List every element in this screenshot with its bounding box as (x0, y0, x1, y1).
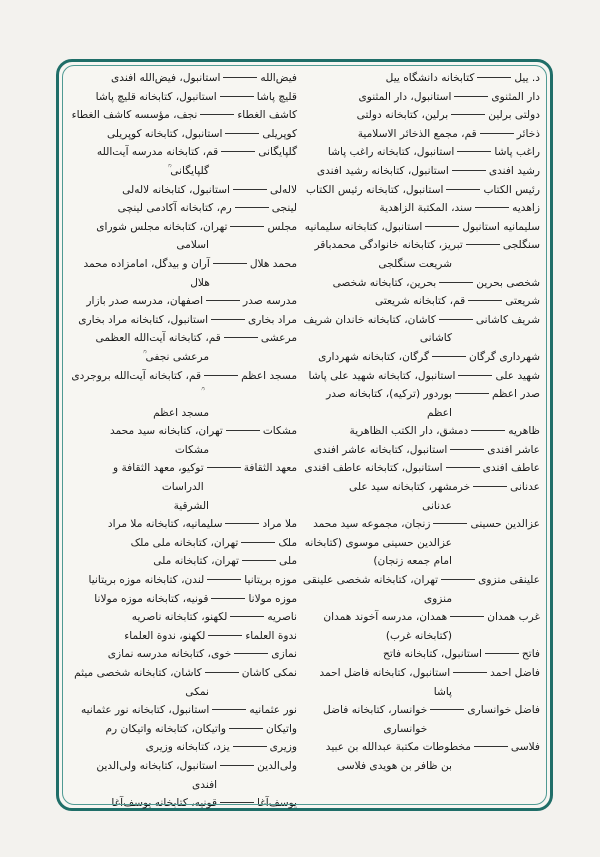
abbreviation-key: رشید افندی (488, 164, 540, 177)
abbreviation-value: استانبول، کتابخانه شهید علی پاشا (308, 369, 456, 382)
abbreviation-value: تهران، کتابخانه شخصی علینقی (302, 574, 439, 587)
leader-dash (439, 319, 473, 320)
leader-dash (432, 356, 466, 357)
abbreviation-key: ملی (278, 555, 297, 568)
abbreviation-value: استانبول، دار المثنوی (358, 90, 452, 103)
abbreviation-key: ندوة العلماء (245, 629, 297, 642)
abbreviation-value: استانبول، کتابخانه کوپریلی (106, 127, 223, 140)
abbreviation-entry (302, 311, 540, 330)
abbreviation-entry (302, 478, 540, 497)
abbreviation-value: قم، کتابخانه آیت‌الله بروجردی (71, 369, 202, 382)
abbreviation-key: عاشر افندی (487, 443, 540, 456)
abbreviation-key: راغب پاشا (494, 146, 540, 159)
leader-dash (453, 672, 487, 673)
abbreviation-entry (302, 459, 540, 478)
abbreviation-value: استانبول، کتابخانه قلیچ پاشا (95, 90, 217, 103)
right-column (302, 69, 540, 802)
abbreviation-value: استانبول، کتابخانه فاتح (383, 648, 482, 661)
abbreviation-key: فاضل احمد (490, 667, 540, 679)
leader-dash (211, 319, 245, 320)
abbreviation-key: شریف کاشانی (475, 313, 540, 326)
leader-dash (446, 467, 480, 468)
leader-dash (477, 77, 511, 78)
leader-dash (233, 746, 267, 747)
abbreviation-key: مسجد اعظم (241, 369, 297, 382)
abbreviation-key: ظاهریه (508, 425, 540, 438)
abbreviation-key: ولی‌الدین (257, 759, 297, 772)
entry-continuation: (کتابخانه غرب) (385, 629, 452, 642)
leader-dash (230, 616, 264, 617)
abbreviation-entry (70, 664, 297, 683)
abbreviation-entry (302, 181, 540, 200)
leader-dash (458, 375, 492, 376)
abbreviation-value: قم، کتابخانه شریعتی (375, 295, 466, 308)
entry-continuation: مسجد اعظم (153, 406, 209, 419)
abbreviation-value: استانبول، کتابخانه فاضل احمد (319, 667, 451, 679)
abbreviation-entry (70, 69, 297, 88)
abbreviation-value: استانبول، کتابخانه نور عثمانیه (80, 704, 210, 717)
abbreviation-value: قونیه، کتابخانه یوسف‌آغا (111, 797, 218, 810)
abbreviation-entry (70, 590, 297, 609)
abbreviation-entry (302, 367, 540, 386)
leader-dash (474, 746, 508, 747)
leader-dash (450, 616, 484, 617)
abbreviation-entry (302, 422, 540, 441)
abbreviation-key: مراد بخاری (248, 313, 297, 326)
abbreviation-value: تهران، کتابخانه ملی ملک (130, 536, 239, 549)
abbreviation-key: ملک (278, 536, 297, 549)
abbreviation-value: کتابخانه دانشگاه ییل (385, 72, 475, 84)
leader-dash (206, 300, 240, 301)
leader-dash (450, 449, 484, 450)
entry-continuation: منزوی (423, 592, 452, 605)
abbreviation-entry (302, 738, 540, 757)
leader-dash (230, 226, 264, 227)
abbreviation-key: محمد هلال (249, 257, 297, 270)
abbreviation-value: قونیه، کتابخانه موزه مولانا (94, 592, 209, 605)
abbreviation-key: کوپریلی (262, 127, 297, 140)
abbreviation-key: مشکات (262, 425, 297, 438)
abbreviation-value: یزد، کتابخانه وزیری (145, 741, 230, 754)
abbreviation-key: مجلس (267, 220, 297, 233)
leader-dash (468, 300, 502, 301)
left-column (70, 69, 297, 810)
abbreviation-value: استانبول، فیض‌الله افندی (111, 72, 221, 84)
entry-continuation: عزالدین حسینی موسوی (کتابخانه (304, 536, 452, 549)
abbreviation-value: برلین، کتابخانه دولتی (356, 109, 449, 122)
abbreviation-key: قلیچ پاشا (256, 90, 297, 103)
abbreviation-key: فیض‌الله (260, 72, 297, 84)
abbreviation-entry (302, 571, 540, 590)
entry-continuation: شریعت سنگلجی (378, 257, 452, 270)
entry-continuation: نمکی (185, 685, 209, 698)
abbreviation-entry (302, 385, 540, 422)
abbreviation-entry (70, 794, 297, 813)
abbreviation-entry (302, 515, 540, 534)
leader-dash (485, 653, 519, 654)
leader-dash (233, 189, 267, 190)
leader-dash (207, 467, 241, 468)
abbreviation-value: استانبول، کتابخانه سلیمانیه (304, 220, 423, 233)
leader-dash (466, 244, 500, 245)
leader-dash (425, 226, 459, 227)
leader-dash (224, 337, 258, 338)
abbreviation-entry (302, 162, 540, 181)
abbreviations-frame (56, 59, 553, 811)
abbreviation-key: شخصی بحرین (476, 276, 540, 289)
abbreviation-entry (70, 181, 297, 200)
abbreviation-value: استانبول، کتابخانه رشید افندی (316, 164, 449, 177)
abbreviation-key: نمازی (271, 648, 297, 661)
leader-dash (211, 598, 245, 599)
abbreviation-key: وزیری (269, 741, 297, 754)
abbreviation-key: ملا مراد (262, 518, 297, 531)
abbreviation-value: استانبول، کتابخانه عاطف افندی (304, 462, 443, 475)
entry-continuation: کاشانی (419, 332, 452, 345)
abbreviation-key: سلیمانیه استانبول (462, 220, 540, 233)
abbreviation-entry (70, 292, 297, 311)
abbreviation-value: قم، کتابخانه آیت‌الله العظمی (95, 332, 221, 345)
abbreviation-entry (302, 125, 540, 144)
abbreviation-value: لندن، کتابخانه موزه بریتانیا (88, 574, 205, 587)
leader-dash (441, 579, 475, 580)
abbreviation-value: واتیکان، کتابخانه واتیکان رم (105, 722, 226, 735)
entry-continuation: گلپایگانی ؒ (167, 164, 209, 177)
abbreviation-key: موزه بریتانیا (244, 574, 297, 587)
abbreviation-key: یوسف‌آغا (257, 797, 297, 810)
leader-dash (241, 542, 275, 543)
leader-dash (220, 96, 254, 97)
abbreviation-value: رم، کتابخانه آکادمی لینچی (117, 202, 232, 215)
leader-dash (208, 635, 242, 636)
abbreviation-value: استانبول، کتابخانه رئیس الکتاب (306, 183, 444, 196)
abbreviation-value: تبریز، کتابخانه خانوادگی محمدباقر (314, 239, 463, 252)
abbreviation-value: استانبول، کتابخانه مراد بخاری (78, 313, 209, 326)
abbreviation-key: رئیس الکتاب (483, 183, 540, 196)
abbreviation-entry (70, 367, 297, 404)
abbreviation-key: فاضل خوانساری (467, 704, 540, 717)
entry-continuation: مشکات (174, 443, 209, 456)
abbreviation-key: صدر اعظم (491, 388, 540, 401)
abbreviation-key: د. ییل (514, 72, 540, 84)
abbreviation-entry (70, 738, 297, 757)
leader-dash (200, 114, 234, 115)
leader-dash (433, 523, 467, 524)
abbreviation-entry (302, 292, 540, 311)
abbreviation-entry (302, 199, 540, 218)
abbreviation-key: فلاسی (510, 741, 540, 754)
abbreviation-key: معهد الثقافة (243, 462, 297, 475)
leader-dash (234, 653, 268, 654)
abbreviation-value: آران و بیدگل، امامزاده محمد هلال (83, 257, 210, 289)
abbreviation-entry (70, 571, 297, 590)
abbreviation-entry (302, 701, 540, 738)
leader-dash (451, 114, 485, 115)
leader-dash (242, 560, 276, 561)
abbreviation-key: شریعتی (505, 295, 540, 308)
abbreviation-key: لینجی (271, 202, 297, 215)
leader-dash (454, 96, 488, 97)
leader-dash (220, 765, 254, 766)
abbreviation-entry (302, 88, 540, 107)
abbreviation-entry (302, 236, 540, 255)
leader-dash (225, 523, 259, 524)
abbreviation-value: خوانسار، کتابخانه فاضل خوانساری (323, 704, 428, 735)
abbreviation-value: کاشان، کتابخانه شخصی میثم (74, 667, 202, 679)
entry-continuation: اسلامی (176, 239, 209, 252)
abbreviation-value: خرمشهر، کتابخانه سید علی (348, 481, 471, 494)
abbreviation-key: شهید علی (495, 369, 540, 382)
abbreviation-key: ذخائر (516, 127, 540, 140)
leader-dash (213, 263, 247, 264)
abbreviation-key: ناصریه (267, 611, 297, 624)
abbreviation-value: نجف، مؤسسه کاشف الغطاء (71, 109, 198, 122)
entry-continuation: الشرقیة (173, 499, 209, 512)
abbreviation-entry (302, 664, 540, 683)
abbreviation-entry (70, 701, 297, 720)
abbreviation-key: عدنانی (510, 481, 540, 494)
abbreviation-value: استانبول، کتابخانه ولی‌الدین افندی (96, 759, 218, 791)
abbreviation-entry (70, 645, 297, 664)
leader-dash (223, 77, 257, 78)
abbreviation-entry (70, 534, 297, 553)
abbreviation-entry (70, 608, 297, 627)
leader-dash (471, 430, 505, 431)
abbreviation-entry (70, 627, 297, 646)
abbreviation-entry (70, 720, 297, 739)
abbreviation-value: توکیو، معهد الثقافة و الدراسات (113, 462, 204, 494)
abbreviation-entry (70, 552, 297, 571)
entry-continuation: امام جمعه زنجان) (373, 555, 452, 568)
abbreviation-value: کاشان، کتابخانه خاندان شریف (303, 313, 436, 326)
abbreviation-entry (70, 311, 297, 330)
abbreviation-entry (70, 88, 297, 107)
abbreviation-key: گلپایگانی (258, 146, 297, 159)
entry-continuation: بن ظافر بن هویدی فلاسی (336, 759, 452, 772)
abbreviation-key: زاهدیه (512, 202, 540, 215)
abbreviation-value: اصفهان، مدرسه صدر بازار (86, 295, 204, 308)
abbreviation-entry (302, 608, 540, 627)
abbreviation-value: بحرین، کتابخانه شخصی (332, 276, 437, 289)
leader-dash (204, 375, 238, 376)
abbreviation-value: زنجان، مجموعه سید محمد (313, 518, 431, 531)
abbreviation-key: عزالدین حسینی (470, 518, 540, 531)
abbreviation-entry (70, 757, 297, 794)
abbreviation-entry (302, 143, 540, 162)
entry-continuation: عدنانی (422, 499, 452, 512)
abbreviation-entry (302, 274, 540, 293)
abbreviation-value: سلیمانیه، کتابخانه ملا مراد (107, 518, 223, 531)
abbreviation-key: غرب همدان (487, 611, 540, 624)
abbreviation-value: مخطوطات مکتبة عبدالله بن عبید (325, 741, 471, 754)
abbreviation-key: نمکی کاشان (241, 667, 297, 679)
leader-dash (475, 207, 509, 208)
abbreviation-value: استانبول، کتابخانه لاله‌لی (122, 183, 230, 196)
abbreviation-value: لکهنو، کتابخانه ناصریه (131, 611, 228, 624)
abbreviation-value: قم، مجمع الذخائر الاسلامیة (357, 127, 477, 140)
abbreviation-key: مدرسه صدر (243, 295, 297, 308)
abbreviation-value: استانبول، کتابخانه راغب پاشا (327, 146, 455, 159)
abbreviation-key: علینقی منزوی (478, 574, 540, 587)
abbreviation-key: نور عثمانیه (249, 704, 297, 717)
abbreviation-entry (70, 106, 297, 125)
abbreviation-entry (70, 199, 297, 218)
leader-dash (205, 672, 239, 673)
leader-dash (439, 282, 473, 283)
abbreviation-key: دار المثنوی (491, 90, 540, 103)
abbreviation-key: موزه مولانا (248, 592, 297, 605)
abbreviation-value: سند، المکتبة الزاهدیة (379, 202, 473, 215)
abbreviation-value: قم، کتابخانه مدرسه آیت‌الله (96, 146, 219, 159)
abbreviation-value: استانبول، کتابخانه عاشر افندی (313, 443, 448, 456)
abbreviation-value: تهران، کتابخانه ملی (153, 555, 239, 568)
abbreviation-entry (302, 69, 540, 88)
leader-dash (480, 133, 514, 134)
leader-dash (226, 430, 260, 431)
leader-dash (473, 486, 507, 487)
entry-continuation: پاشا (433, 685, 452, 698)
abbreviation-entry (302, 645, 540, 664)
abbreviation-key: فاتح (521, 648, 540, 661)
abbreviation-entry (302, 348, 540, 367)
leader-dash (430, 709, 464, 710)
abbreviation-value: گرگان، کتابخانه شهرداری (318, 350, 430, 363)
abbreviation-key: واتیکان (265, 722, 297, 735)
abbreviation-key: مرعشی (260, 332, 297, 345)
abbreviation-key: لاله‌لی (269, 183, 297, 196)
abbreviation-entry (70, 515, 297, 534)
abbreviation-value: همدان، مدرسه آخوند همدان (323, 611, 448, 624)
leader-dash (235, 207, 269, 208)
abbreviation-entry (70, 143, 297, 162)
leader-dash (452, 170, 486, 171)
abbreviation-value: بوردور (ترکیه)، کتابخانه صدر اعظم (326, 388, 452, 419)
abbreviation-key: کاشف الغطاء (237, 109, 297, 122)
leader-dash (225, 133, 259, 134)
abbreviation-key: شهرداری گرگان (469, 350, 540, 363)
abbreviation-key: سنگلجی (502, 239, 540, 252)
abbreviation-entry (302, 441, 540, 460)
abbreviation-value: تهران، کتابخانه سید محمد (109, 425, 223, 438)
abbreviation-value: تهران، کتابخانه مجلس شورای (96, 220, 228, 233)
abbreviation-value: لکهنو، ندوة العلماء (124, 629, 206, 642)
abbreviation-value: دمشق، دار الکتب الظاهریة (349, 425, 469, 438)
abbreviation-entry (70, 422, 297, 441)
leader-dash (455, 393, 489, 394)
abbreviation-entry (70, 255, 297, 292)
abbreviation-key: عاطف افندی (482, 462, 540, 475)
abbreviation-entry (70, 459, 297, 496)
abbreviation-entry (70, 218, 297, 237)
abbreviation-entry (302, 218, 540, 237)
abbreviation-entry (302, 106, 540, 125)
leader-dash (446, 189, 480, 190)
leader-dash (220, 802, 254, 803)
leader-dash (221, 151, 255, 152)
leader-dash (207, 579, 241, 580)
leader-dash (457, 151, 491, 152)
leader-dash (212, 709, 246, 710)
leader-dash (229, 728, 263, 729)
abbreviation-key: دولتی برلین (488, 109, 540, 122)
abbreviation-entry (70, 329, 297, 348)
entry-continuation: مرعشی نجفی ؒ (142, 350, 209, 363)
abbreviation-entry (70, 125, 297, 144)
abbreviation-value: خوی، کتابخانه مدرسه نمازی (107, 648, 232, 661)
